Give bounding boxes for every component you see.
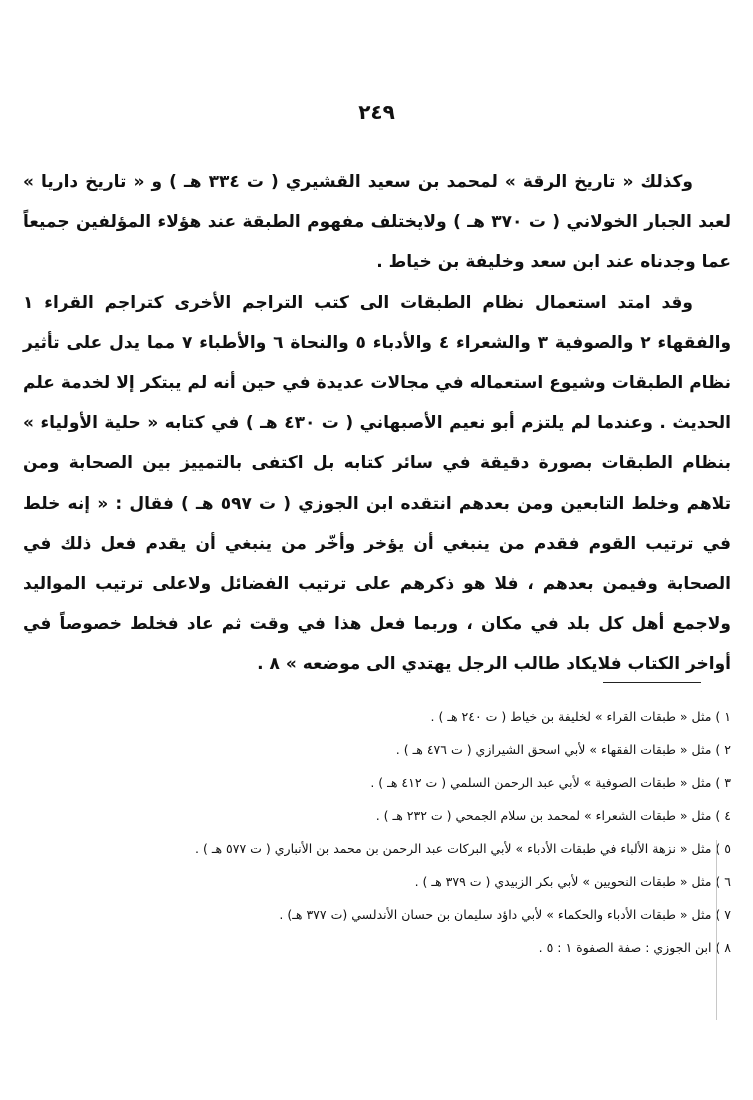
footnote-7: ٧ ) مثل « طبقات الأدباء والحكماء » لأبي داؤد سليمان بن حسان الأندلسي (ت ٣٧٧ هـ) . [279, 907, 731, 922]
footnote-3: ٣ ) مثل « طبقات الصوفية » لأبي عبد الرحمن السلمي ( ت ٤١٢ هـ ) . [370, 775, 731, 790]
footnotes [31, 700, 731, 964]
scan-margin-line [716, 840, 717, 1020]
footnote-separator [603, 682, 701, 683]
footnote-6: ٦ ) مثل « طبقات النحويين » لأبي بكر الزبيدي ( ت ٣٧٩ هـ ) . [414, 874, 731, 889]
main-text [23, 162, 731, 685]
footnote-8: ٨ ) ابن الجوزي : صفة الصفوة ١ : ٥ . [538, 940, 731, 955]
footnote-1: ١ ) مثل « طبقات القراء » لخليفة بن خياط ( ت ٢٤٠ هـ ) . [430, 709, 731, 724]
page-number: ٢٤٩ [358, 100, 395, 124]
body-paragraph-1: وكذلك « تاريخ الرقة » لمحمد بن سعيد القشيري ( ت ٣٣٤ هـ ) و « تاريخ داريا » لعبد الجبار الخولاني ( ت ٣٧٠ هـ ) ولايختلف مفهوم الطبقة عند هؤلاء المؤلفين جميعاً عما وجدناه عند ابن سعد وخليفة بن خياط . [23, 172, 731, 273]
body-paragraph-2: وقد امتد استعمال نظام الطبقات الى كتب التراجم الأخرى كتراجم القراء ١ والفقهاء ٢ والصوفية ٣ والشعراء ٤ والأدباء ٥ والنحاة ٦ والأطباء ٧ مما يدل على تأثير نظام الطبقات وشيوع استعماله في مجالات عديدة في حين أنه لم يبتكر إلا لخدمة علم الحديث . وعندما لم يلتزم أبو نعيم الأصبهاني ( ت ٤٣٠ هـ ) في كتابه « حلية الأولياء » بنظام الطبقات بصورة دقيقة في سائر كتابه بل اكتفى بالتمييز بين الصحابة ومن تلاهم وخلط التابعين ومن بعدهم انتقده ابن الجوزي ( ت ٥٩٧ هـ ) فقال : « إنه خلط في ترتيب القوم فقدم من ينبغي أن يؤخر وأخّر من ينبغي أن يقدم فعل ذلك في الصحابة وفيمن بعدهم ، فلا هو ذكرهم على ترتيب الفضائل ولاعلى ترتيب المواليد ولاجمع أهل كل بلد في مكان ، وربما فعل هذا في وقت ثم عاد فخلط خصوصاً في أواخر الكتاب فلايكاد طالب الرجل يهتدي الى موضعه » ٨ . [23, 292, 732, 675]
footnote-2: ٢ ) مثل « طبقات الفقهاء » لأبي اسحق الشيرازي ( ت ٤٧٦ هـ ) . [395, 742, 731, 757]
footnote-4: ٤ ) مثل « طبقات الشعراء » لمحمد بن سلام الجمحي ( ت ٢٣٢ هـ ) . [375, 808, 731, 823]
footnote-5: ٥ ) مثل « نزهة الألباء في طبقات الأدباء » لأبي البركات عبد الرحمن بن محمد بن الأنباري ( ت ٥٧٧ هـ ) . [195, 841, 731, 856]
